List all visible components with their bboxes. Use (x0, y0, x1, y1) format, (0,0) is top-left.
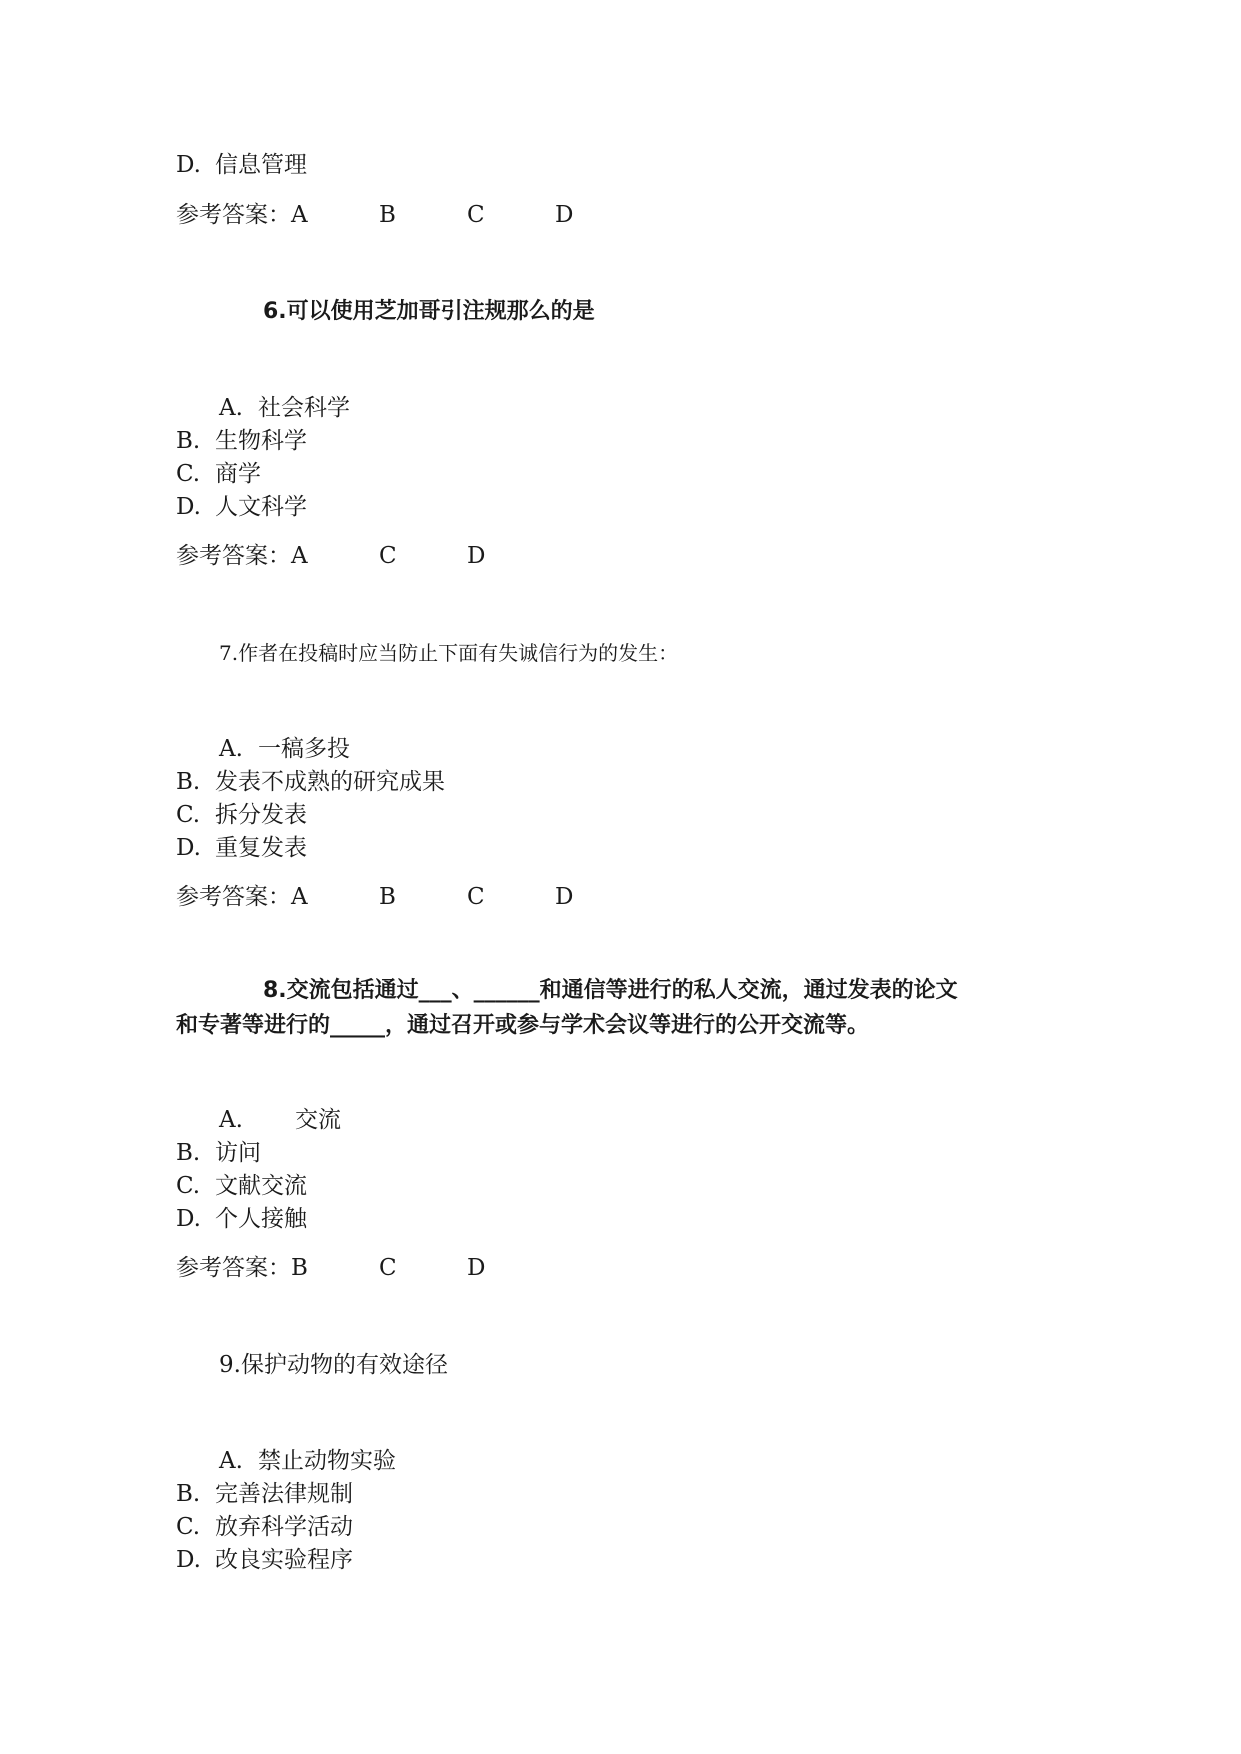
question-6-title: 6.可以使用芝加哥引注规那么的是 (263, 299, 595, 324)
answer-line: 参考答案：A C D (176, 543, 486, 569)
option-a: A. 一稿多投 (219, 736, 350, 762)
option-b: B. 生物科学 (176, 428, 307, 454)
option-c: C. 拆分发表 (176, 802, 307, 828)
answer-line: 参考答案：A B C D (176, 884, 574, 910)
option-c: C. 文献交流 (176, 1173, 307, 1199)
option-a: A. 社会科学 (219, 395, 350, 421)
option-d: D. 改良实验程序 (176, 1547, 353, 1573)
question-8-title-line-1: 8.交流包括通过___、______和通信等进行的私人交流，通过发表的论文 (263, 978, 958, 1003)
option-d: D. 信息管理 (176, 152, 307, 178)
option-d: D. 个人接触 (176, 1206, 307, 1232)
option-a: A. 交流 (219, 1107, 341, 1133)
answer-line: 参考答案：A B C D (176, 202, 574, 228)
option-c: C. 放弃科学活动 (176, 1514, 353, 1540)
option-d: D. 人文科学 (176, 494, 307, 520)
question-9-title: 9.保护动物的有效途径 (219, 1352, 448, 1378)
option-b: B. 访问 (176, 1140, 261, 1166)
option-b: B. 发表不成熟的研究成果 (176, 769, 445, 795)
option-a: A. 禁止动物实验 (219, 1448, 396, 1474)
option-d: D. 重复发表 (176, 835, 307, 861)
question-7-title: 7.作者在投稿时应当防止下面有失诚信行为的发生： (219, 641, 679, 665)
option-b: B. 完善法律规制 (176, 1481, 353, 1507)
question-8-title-line-2: 和专著等进行的_____，通过召开或参与学术会议等进行的公开交流等。 (176, 1013, 870, 1038)
option-c: C. 商学 (176, 461, 261, 487)
answer-line: 参考答案：B C D (176, 1255, 486, 1281)
